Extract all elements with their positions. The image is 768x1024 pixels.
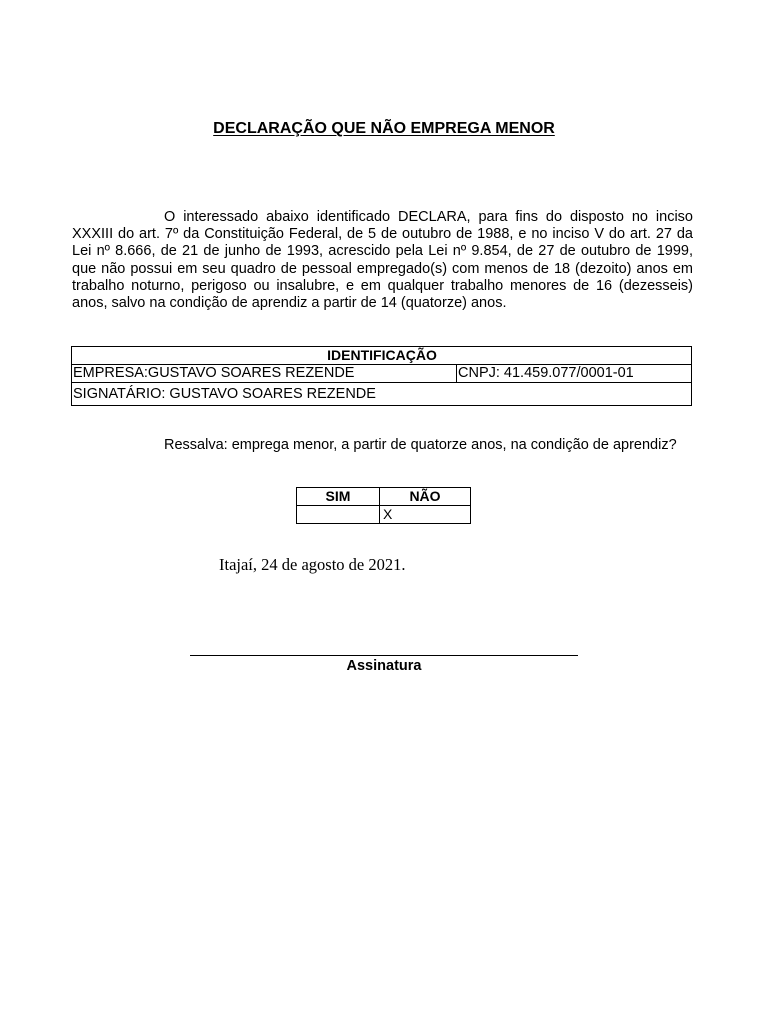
choice-sim-value (297, 506, 380, 524)
place-date: Itajaí, 24 de agosto de 2021. (219, 555, 406, 574)
signature-label: Assinatura (346, 658, 422, 674)
identification-header: IDENTIFICAÇÃO (72, 347, 692, 365)
empresa-cell: EMPRESA:GUSTAVO SOARES REZENDE (72, 365, 457, 383)
identification-table (71, 346, 692, 406)
declaration-paragraph: O interessado abaixo identificado DECLARA, para fins do disposto no inciso XXXIII do art. 7º da Constituição Federal, de 5 de outubro de 1988, e no inciso V do art. 27 da Lei nº 8.666, de 21 de junho de 1993, acrescido pela Lei nº 9.854, de 27 de outubro de 1999, que não possui em seu quadro de pessoal empregado(s) com menos de 18 (dezoito) anos em trabalho noturno, perigoso ou insalubre, e em qualquer trabalho menores de 16 (dezesseis) anos, salvo na condição de aprendiz a partir de 14 (quatorze) anos. (72, 209, 693, 312)
choice-nao-value: X (380, 506, 471, 524)
choice-nao-header: NÃO (380, 488, 471, 506)
signatario-row (72, 383, 692, 406)
document-title-text: DECLARAÇÃO QUE NÃO EMPREGA MENOR (213, 120, 555, 137)
ressalva-paragraph: Ressalva: emprega menor, a partir de quatorze anos, na condição de aprendiz? (164, 437, 677, 453)
empresa-row (72, 365, 692, 383)
signatario-cell: SIGNATÁRIO: GUSTAVO SOARES REZENDE (72, 383, 692, 406)
choice-value-row (297, 506, 471, 524)
document-title (0, 119, 768, 139)
ressalva-choice-table (296, 487, 471, 524)
cnpj-cell: CNPJ: 41.459.077/0001-01 (457, 365, 692, 383)
choice-sim-header: SIM (297, 488, 380, 506)
signature-line (190, 655, 578, 656)
identification-header-row (72, 347, 692, 365)
choice-header-row (297, 488, 471, 506)
